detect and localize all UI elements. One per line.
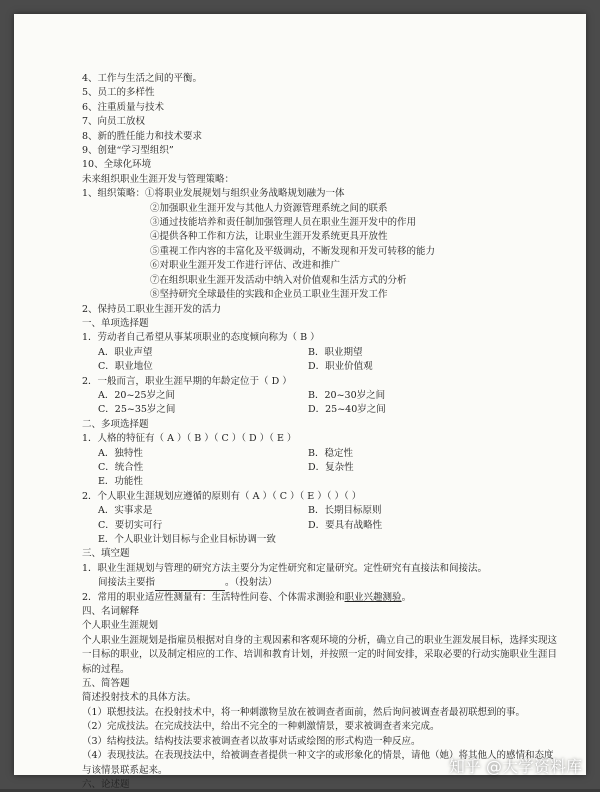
fill-question xyxy=(82,591,562,605)
fill-blank xyxy=(155,580,225,591)
option-row xyxy=(82,504,562,518)
option: C．统合性 xyxy=(98,461,144,473)
option-row xyxy=(82,533,562,547)
strategy-item: ③通过技能培养和责任制加强管理人员在职业生涯开发中的作用 xyxy=(150,217,417,229)
option: A．职业声望 xyxy=(98,346,153,358)
option-row xyxy=(82,475,562,489)
option: D．要具有战略性 xyxy=(308,519,383,531)
fill-text: 。（投射法） xyxy=(225,577,278,589)
section-heading: 四、名词解释 xyxy=(82,606,140,618)
strategy-item: 1、组织策略：①将职业发展规划与组织业务战略规划融为一体 xyxy=(82,188,345,200)
fill-text: 间接法主要指 xyxy=(98,577,156,589)
term-title: 个人职业生涯规划 xyxy=(82,620,159,632)
option: B．长期目标原则 xyxy=(308,505,382,517)
section-heading: 二、多项选择题 xyxy=(82,418,149,430)
short-question: 简述投射技术的具体方法。 xyxy=(82,692,197,704)
option: E．个人职业计划目标与企业目标协调一致 xyxy=(98,534,276,545)
strategy-item: ②加强职业生涯开发与其他人力资源管理系统之间的联系 xyxy=(150,202,388,214)
strategy-item: ⑤重视工作内容的丰富化及平级调动，不断发现和开发可转移的能力 xyxy=(150,245,436,257)
strategy-item: ④提供各种工作和方法，让职业生涯开发系统更具开放性 xyxy=(150,231,388,243)
question-stem: 1．劳动者自己希望从事某项职业的态度倾向称为（ B ） xyxy=(82,332,320,344)
text-line: 2、保持员工职业生涯开发的活力 xyxy=(82,303,222,315)
text-line: 9、创建“学习型组织” xyxy=(82,145,174,157)
short-answer: （2）完成技法。在完成技法中，给出不完全的一种刺激情景，要求被调查者来完成。 xyxy=(82,721,440,733)
short-answer: （4）表现技法。在表现技法中，给被调查者提供一种文字的或形象化的情景，请他（她）将其他人的感情和态度与该情景联系起来。 xyxy=(82,750,554,776)
text-line: 5、员工的多样性 xyxy=(82,87,155,99)
option: C．职业地位 xyxy=(98,361,153,373)
fill-text: 2．常用的职业适应性测量有：生活特性问卷、个体需求测验和 xyxy=(82,591,345,603)
option: E．功能性 xyxy=(98,476,143,488)
option: D．职业价值观 xyxy=(308,361,373,373)
fill-question: 1．职业生涯规划与管理的研究方法主要分为定性研究和定量研究。定性研究有直接法和间接法。 xyxy=(82,562,488,574)
question-stem: 2．个人职业生涯规划应遵循的原则有（ A ）（ C ）（ E ）（ ）（ ） xyxy=(82,490,362,502)
option: A．实事求是 xyxy=(98,505,153,517)
short-answer: （3）结构技法。结构技法要求被调查者以故事对话或绘图的形式构造一种反应。 xyxy=(82,735,421,747)
section-heading: 三、填空题 xyxy=(82,548,130,560)
section-heading: 六、论述题 xyxy=(82,778,130,790)
text-line: 8、新的胜任能力和技术要求 xyxy=(82,130,203,142)
text-line: 4、工作与生活之间的平衡。 xyxy=(82,73,203,84)
option: A．20~25岁之间 xyxy=(98,389,175,401)
document-content xyxy=(82,72,562,792)
question-stem: 1．人格的特征有（ A ）（ B ）（ C ）（ D ）（ E ） xyxy=(82,433,297,445)
watermark: 知乎 @大学资料库 xyxy=(448,757,582,776)
option-row xyxy=(82,360,562,374)
option: D．复杂性 xyxy=(308,461,354,473)
option-row xyxy=(82,519,562,533)
text-line: 10、全球化环境 xyxy=(82,159,152,171)
option: B．职业期望 xyxy=(308,346,363,358)
text-line: 6、注重质量与技术 xyxy=(82,101,165,113)
fill-text: 。 xyxy=(401,591,412,603)
document-page xyxy=(14,14,586,790)
section-heading: 一、单项选择题 xyxy=(82,317,149,329)
option: B．20~30岁之间 xyxy=(308,389,386,401)
fill-answer: 职业兴趣测验 xyxy=(344,591,402,603)
option: D．25~40岁之间 xyxy=(308,404,386,416)
strategy-item: ⑦在组织职业生涯开发活动中纳入对价值观和生活方式的分析 xyxy=(150,274,407,286)
option-row xyxy=(82,403,562,417)
short-answer: （1）联想技法。在投射技术中，将一种刺激物呈放在被调查者面前，然后询问被调查者最初联想到的事。 xyxy=(82,706,526,718)
option: C．25~35岁之间 xyxy=(98,404,176,416)
strategy-item: ⑥对职业生涯开发工作进行评估、改进和推广 xyxy=(150,260,341,272)
text-line: 7、向员工放权 xyxy=(82,116,146,128)
option: B．稳定性 xyxy=(308,447,353,459)
fill-question xyxy=(82,576,562,590)
option: C．要切实可行 xyxy=(98,519,163,531)
section-heading: 五、简答题 xyxy=(82,678,130,690)
section-heading: 未来组织职业生涯开发与管理策略： xyxy=(82,173,235,185)
option-row xyxy=(82,389,562,403)
option-row xyxy=(82,346,562,360)
option-row xyxy=(82,447,562,461)
term-definition: 个人职业生涯规划是指雇员根据对自身的主观因素和客观环境的分析，确立自己的职业生涯发展目标，选择实现这一目标的职业，以及制定相应的工作、培训和教育计划，并按照一定的时间安排，采取必要的行动实施职业生涯目标的过程。 xyxy=(82,634,558,675)
option: A．独特性 xyxy=(98,447,143,459)
question-stem: 2．一般而言，职业生涯早期的年龄定位于（ D ） xyxy=(82,375,292,387)
option-row xyxy=(82,461,562,475)
strategy-item: ⑧坚持研究全球最佳的实践和企业员工职业生涯开发工作 xyxy=(150,289,388,301)
